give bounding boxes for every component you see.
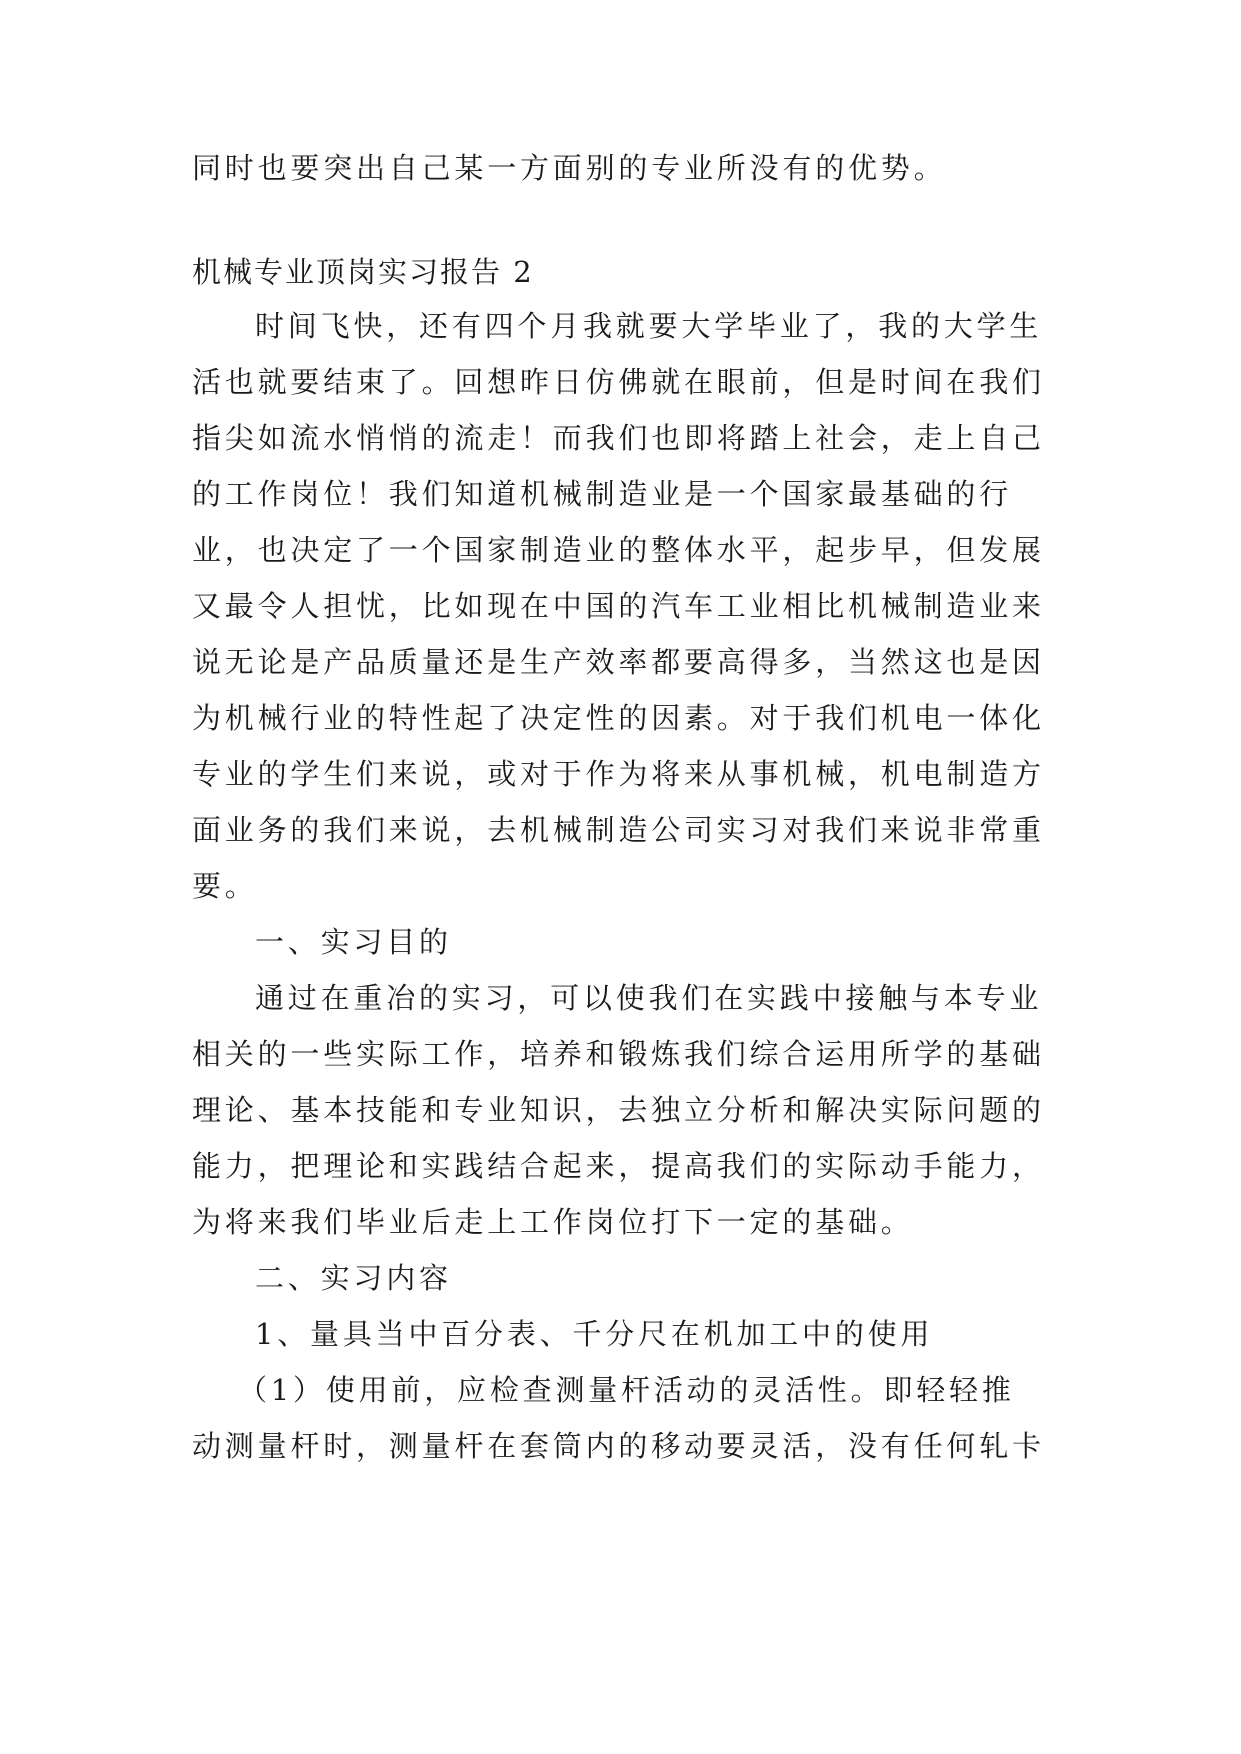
paragraph3-line: 动测量杆时，测量杆在套筒内的移动要灵活，没有任何轧卡 [192,1429,1045,1463]
paragraph1-line: 的工作岗位！我们知道机械制造业是一个国家最基础的行 [192,477,1013,511]
paragraph2-line: 相关的一些实际工作，培养和锻炼我们综合运用所学的基础 [192,1037,1045,1071]
heading-purpose: 一、实习目的 [255,925,452,959]
paragraph2-line: 为将来我们毕业后走上工作岗位打下一定的基础。 [192,1205,914,1239]
paragraph2-line: 理论、基本技能和专业知识，去独立分析和解决实际问题的 [192,1093,1045,1127]
paragraph1-line: 时间飞快，还有四个月我就要大学毕业了，我的大学生 [255,309,1043,343]
paragraph1-line: 专业的学生们来说，或对于作为将来从事机械，机电制造方 [192,757,1045,791]
paragraph1-line: 业，也决定了一个国家制造业的整体水平，起步早，但发展 [192,533,1045,567]
paragraph1-line: 指尖如流水悄悄的流走！而我们也即将踏上社会，走上自己 [192,421,1045,455]
paragraph1-line: 又最令人担忧，比如现在中国的汽车工业相比机械制造业来 [192,589,1045,623]
section-title: 机械专业顶岗实习报告 2 [192,255,534,289]
paragraph1-line: 面业务的我们来说，去机械制造公司实习对我们来说非常重 [192,813,1045,847]
paragraph2-line: 通过在重冶的实习，可以使我们在实践中接触与本专业 [255,981,1043,1015]
paragraph1-line: 活也就要结束了。回想昨日仿佛就在眼前，但是时间在我们 [192,365,1045,399]
paragraph3-line: （1）使用前，应检查测量杆活动的灵活性。即轻轻推 [238,1373,1015,1407]
intro-line: 同时也要突出自己某一方面别的专业所没有的优势。 [192,151,947,185]
paragraph1-line: 要。 [192,869,258,903]
paragraph1-line: 为机械行业的特性起了决定性的因素。对于我们机电一体化 [192,701,1045,735]
paragraph2-line: 能力，把理论和实践结合起来，提高我们的实际动手能力， [192,1149,1045,1183]
heading-content: 二、实习内容 [255,1261,452,1295]
subheading-gauges: 1、量具当中百分表、千分尺在机加工中的使用 [255,1317,934,1351]
paragraph1-line: 说无论是产品质量还是生产效率都要高得多，当然这也是因 [192,645,1045,679]
